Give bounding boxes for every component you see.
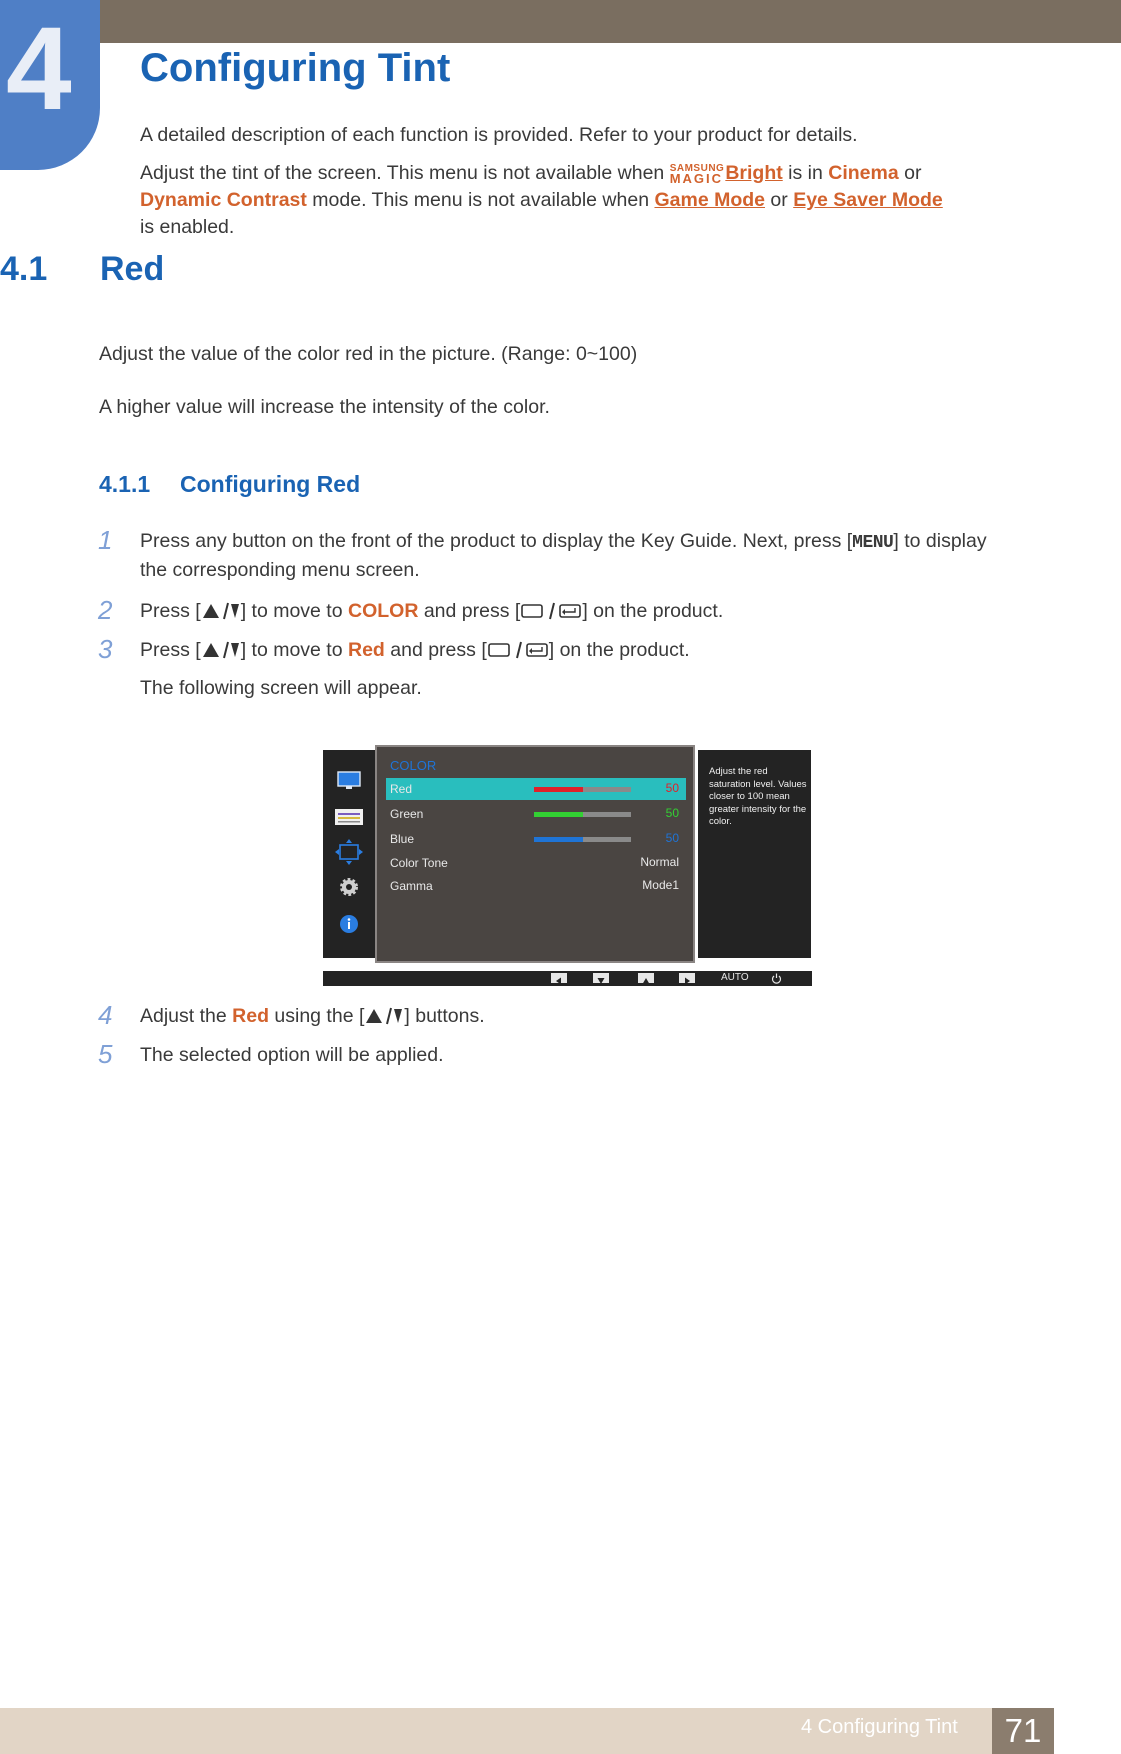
section-description: Adjust the value of the color red in the picture. (Range: 0~100) <box>99 343 638 365</box>
color-icon <box>334 808 364 826</box>
step-text: Press [ ] to move to Red and press [ ] on the product. <box>140 639 690 661</box>
red-label: Red <box>232 1005 269 1027</box>
monitor-osd-screenshot <box>323 745 812 986</box>
section-heading: 4.1 Red <box>0 250 165 288</box>
osd-slider-red[interactable] <box>534 787 631 792</box>
chapter-tab <box>0 0 100 170</box>
step-text: The selected option will be applied. <box>140 1044 444 1066</box>
osd-row-value: 50 <box>665 831 679 845</box>
up-arrow-button[interactable] <box>638 973 654 983</box>
up-down-arrows-icon <box>201 641 241 659</box>
osd-slider-green[interactable] <box>534 812 631 817</box>
osd-menu-title: COLOR <box>390 758 437 773</box>
down-arrow-button[interactable] <box>593 973 609 983</box>
footer-chapter-label: 4 Configuring Tint <box>801 1716 958 1738</box>
osd-row-label: Red <box>390 782 413 796</box>
step-number: 5 <box>98 1039 113 1069</box>
osd-slider-fill <box>534 787 583 792</box>
osd-row-value: Normal <box>640 855 679 869</box>
page-title: Configuring Tint <box>140 46 451 90</box>
osd-icon-bar <box>323 750 375 958</box>
menu-key: MENU <box>852 533 894 553</box>
chapter-number: 4 <box>6 3 72 135</box>
power-icon[interactable] <box>771 973 782 984</box>
up-down-arrows-icon <box>364 1007 404 1025</box>
game-mode-link[interactable]: Game Mode <box>654 189 765 211</box>
step-text: Press any button on the front of the product to display the Key Guide. Next, press [MENU] to display the corresponding menu screen. <box>140 530 987 581</box>
osd-row-label: Gamma <box>390 879 433 893</box>
osd-row-blue[interactable] <box>386 828 686 850</box>
samsung-magic-logo: SAMSUNG MAGIC <box>669 163 725 186</box>
osd-row-green[interactable] <box>386 803 686 825</box>
right-arrow-button[interactable] <box>679 973 695 983</box>
top-banner <box>0 0 1121 43</box>
step-number: 3 <box>98 634 113 664</box>
step-followup: The following screen will appear. <box>140 677 422 699</box>
step-number: 2 <box>98 595 113 625</box>
size-position-icon <box>335 839 363 865</box>
osd-slider-fill <box>534 837 583 842</box>
osd-help-panel <box>698 750 811 958</box>
magic-bright-link[interactable]: Bright <box>725 162 783 184</box>
auto-button[interactable]: AUTO <box>721 972 749 983</box>
enter-source-icon <box>487 641 549 659</box>
intro-text: Adjust the tint of the screen. This menu is not available when <box>140 162 670 184</box>
subsection-heading: 4.1.1 Configuring Red <box>99 471 361 497</box>
osd-key-guide-bar <box>323 971 812 986</box>
osd-row-color-tone[interactable] <box>386 852 686 874</box>
page-number: 71 <box>992 1708 1054 1754</box>
osd-row-label: Blue <box>390 832 415 846</box>
red-menu-label: Red <box>348 639 385 661</box>
osd-row-label: Color Tone <box>390 856 448 870</box>
step-number: 4 <box>98 1000 113 1030</box>
color-menu-label: COLOR <box>348 600 419 622</box>
up-down-arrows-icon <box>201 602 241 620</box>
intro-line: A detailed description of each function is provided. Refer to your product for details. <box>140 124 858 146</box>
section-description-2: A higher value will increase the intensity of the color. <box>99 396 550 418</box>
left-arrow-button[interactable] <box>551 973 567 983</box>
osd-slider-blue[interactable] <box>534 837 631 842</box>
picture-icon <box>337 771 361 791</box>
osd-row-value: Mode1 <box>642 878 679 892</box>
osd-row-red[interactable] <box>386 778 686 800</box>
osd-slider-fill <box>534 812 583 817</box>
dynamic-contrast-label: Dynamic Contrast <box>140 189 307 211</box>
osd-row-label: Green <box>390 807 424 821</box>
osd-row-value: 50 <box>665 806 679 820</box>
osd-help-text: Adjust the red saturation level. Values closer to 100 mean greater intensity for the color. <box>709 766 807 827</box>
eye-saver-mode-link[interactable]: Eye Saver Mode <box>793 189 943 211</box>
cinema-label: Cinema <box>828 162 899 184</box>
osd-menu-panel <box>375 745 695 963</box>
osd-row-gamma[interactable] <box>386 875 686 897</box>
setup-gear-icon <box>339 877 359 897</box>
information-icon <box>340 915 358 933</box>
step-text: Adjust the Red using the [ ] buttons. <box>140 1005 485 1027</box>
enter-source-icon <box>520 602 582 620</box>
step-number: 1 <box>98 525 113 555</box>
intro-availability: Adjust the tint of the screen. This menu is not available when SAMSUNG MAGIC Bright is in Cinema or Dynamic Contrast mode. This menu is not available when Game Mode or Eye Saver Mode is enabled. <box>140 162 943 238</box>
step-text: Press [ ] to move to COLOR and press [ ] on the product. <box>140 600 724 622</box>
osd-row-value: 50 <box>665 781 679 795</box>
